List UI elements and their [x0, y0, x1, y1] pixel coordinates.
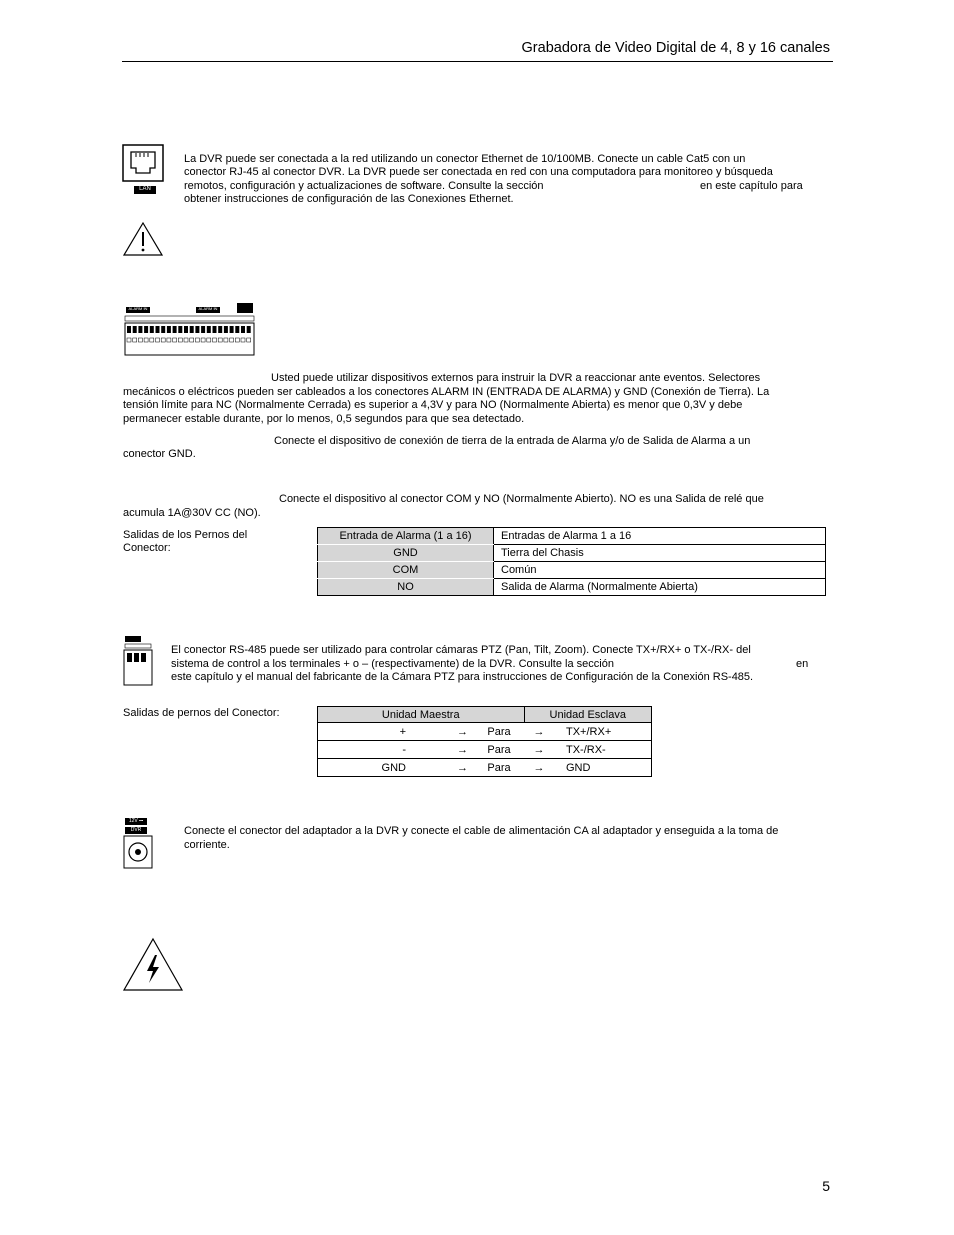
ethernet-text-3a: remotos, configuración y actualizaciones de software. Consulte la sección [184, 180, 544, 192]
alarm-out-text-1: Conecte el dispositivo al conector COM y NO (Normalmente Abierto). NO es una Salida de relé que [279, 493, 764, 505]
alarm-in-label-2: ALARM IN [198, 306, 218, 311]
para-label: Para [474, 741, 524, 759]
slave-pin: TX+/RX+ [554, 723, 650, 741]
table-row [318, 562, 826, 579]
slave-pin: TX-/RX- [554, 741, 650, 759]
high-voltage-warning-icon [122, 937, 184, 992]
alarm-text-1: Usted puede utilizar dispositivos externos para instruir la DVR a reaccionar ante eventos. Selectores [271, 372, 761, 384]
ethernet-text-2: conector RJ-45 al conector DVR. La DVR puede ser conectada en red con una computadora para monitoreo y búsqueda [184, 166, 773, 178]
table-row [318, 741, 652, 759]
master-pin: + [318, 723, 407, 741]
running-header: Grabadora de Video Digital de 4, 8 y 16 canales [521, 40, 830, 56]
rs485-pinout-table [317, 706, 652, 777]
rs485-connector-icon [123, 635, 153, 686]
rs485-text-3: este capítulo y el manual del fabricante de la Cámara PTZ para instrucciones de Configuración de la Conexión RS-485. [171, 671, 754, 683]
ground-text-2: conector GND. [123, 448, 196, 460]
ethernet-text-1: La DVR puede ser conectada a la red utilizando un conector Ethernet de 10/100MB. Conecte un cable Cat5 con un [184, 153, 746, 165]
table-row [318, 723, 652, 741]
table-row [318, 528, 826, 545]
table-row [318, 759, 652, 777]
ethernet-text-4: obtener instrucciones de configuración de las Conexiones Ethernet. [184, 193, 514, 205]
power-icon-label-top: 12V ⎓ [128, 818, 144, 824]
alarm-text-3: tensión límite para NC (Normalmente Cerrada) es superior a 4,3V y para NO (Normalmente Abierta) es menor que 0,3V y debe [123, 399, 743, 411]
table-cell-key: COM [318, 562, 494, 579]
power-text-2: corriente. [184, 839, 230, 851]
slave-pin: GND [554, 759, 650, 777]
rs485-pins-label: Salidas de pernos del Conector: [123, 707, 280, 719]
lan-icon-label: LAN [139, 186, 151, 192]
table-header-row [318, 707, 652, 723]
power-jack-icon [123, 817, 153, 870]
arrow-glyph: → [524, 741, 554, 759]
header-slave-unit: Unidad Esclava [524, 707, 652, 723]
master-pin: - [318, 741, 407, 759]
alarm-pins-label-1: Salidas de los Pernos del [123, 529, 248, 541]
alarm-text-2: mecánicos o eléctricos pueden ser cableados a los conectores ALARM IN (ENTRADA DE ALARMA) y GND (Conexión de Tierra). La [123, 386, 770, 398]
alarm-text-4: permanecer estable durante, por lo menos, 0,5 segundos para que sea detectado. [123, 413, 525, 425]
table-cell-value: Entradas de Alarma 1 a 16 [494, 528, 826, 545]
power-icon-label-mid: DVR [130, 827, 142, 833]
alarm-pinout-table [317, 527, 826, 596]
master-pin: GND [318, 759, 407, 777]
rs485-text-2b: en [796, 658, 809, 670]
table-cell-value: Tierra del Chasis [494, 545, 826, 562]
para-label: Para [474, 723, 524, 741]
alarm-in-label: ALARM IN [128, 306, 148, 311]
table-cell-key: Entrada de Alarma (1 a 16) [318, 528, 494, 545]
table-cell-key: GND [318, 545, 494, 562]
table-row [318, 579, 826, 596]
table-cell-value: Común [494, 562, 826, 579]
power-text-1: Conecte el conector del adaptador a la DVR y conecte el cable de alimentación CA al adaptador y enseguida a la toma de [184, 825, 779, 837]
rs485-text-2a: sistema de control a los terminales + o – (respectivamente) de la DVR. Consulte la sección [171, 658, 614, 670]
arrow-glyph: → [406, 759, 474, 777]
para-label: Para [474, 759, 524, 777]
header-rule [122, 61, 833, 62]
ethernet-text-3b: en este capítulo para [700, 180, 803, 192]
table-row [318, 545, 826, 562]
table-cell-key: NO [318, 579, 494, 596]
arrow-glyph: → [406, 741, 474, 759]
page-number: 5 [822, 1178, 830, 1194]
alarm-pins-label-2: Conector: [123, 542, 171, 554]
header-master-unit: Unidad Maestra [318, 707, 525, 723]
warning-icon [122, 221, 164, 257]
arrow-glyph: → [524, 759, 554, 777]
alarm-out-text-2: acumula 1A@30V CC (NO). [123, 507, 261, 519]
arrow-glyph: → [524, 723, 554, 741]
arrow-glyph: → [406, 723, 474, 741]
table-cell-value: Salida de Alarma (Normalmente Abierta) [494, 579, 826, 596]
ground-text-1: Conecte el dispositivo de conexión de tierra de la entrada de Alarma y/o de Salida de Alarma a un [274, 435, 751, 447]
rs485-text-1: El conector RS-485 puede ser utilizado para controlar cámaras PTZ (Pan, Tilt, Zoom). Conecte TX+/RX+ o TX-/RX- del [171, 644, 751, 656]
